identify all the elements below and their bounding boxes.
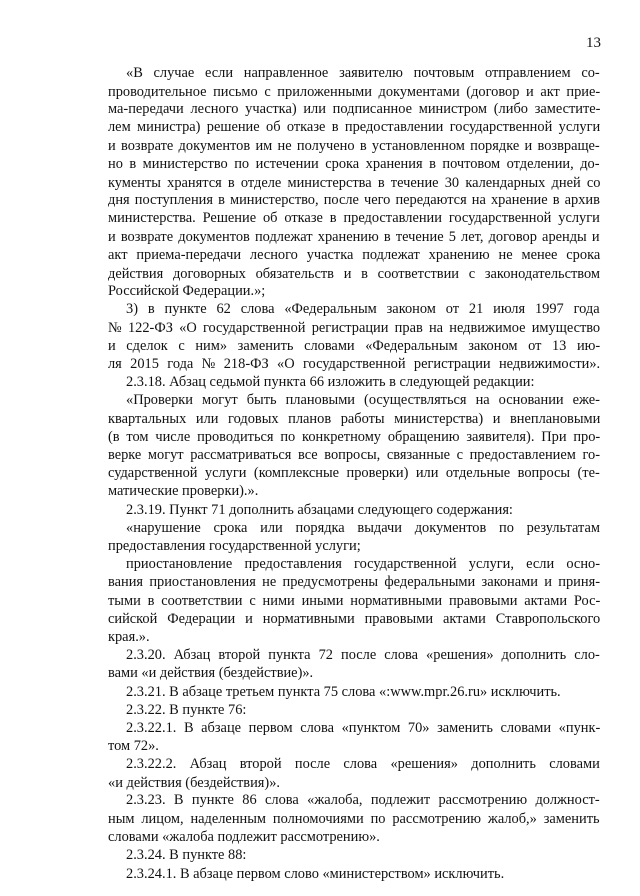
text-line: кументы хранятся в отделе министерства в течение 30 календарных дней со (108, 175, 601, 191)
text-line: 2.3.22.1. В абзаце первом слова «пунктом 70» заменить словами «пунк- (126, 720, 601, 736)
text-line: Российской Федерации.»; (108, 283, 266, 299)
text-line: квартальных или годовых планов работы министерства) и внеплановыми (108, 411, 601, 427)
text-line: ля 2015 года № 218-ФЗ «О государственной регистрации недвижимости». (108, 356, 601, 372)
text-line: том 72». (108, 738, 159, 754)
text-line: (в том числе проводиться по конкретному обращению заявителя). При про- (108, 429, 601, 445)
text-line: 2.3.20. Абзац второй пункта 72 после слова «решения» дополнить сло- (126, 647, 600, 663)
text-line: и сделок с ним» заменить словами «Федеральным законом от 13 ию- (108, 338, 601, 354)
text-line: № 122-ФЗ «О государственной регистрации прав на недвижимое имущество (108, 320, 601, 336)
text-line: 2.3.19. Пункт 71 дополнить абзацами следующего содержания: (126, 502, 513, 518)
text-line: но в министерство по истечении срока хранения в почтовом отделении, до- (108, 156, 600, 172)
text-line: дня поступления в министерство, после чего передаются на хранение в архив (108, 192, 600, 208)
text-line: тыми в соответствии с ними иными нормативными правовыми актами Рос- (108, 593, 601, 609)
text-line: словами «жалоба подлежит рассмотрению». (108, 829, 380, 845)
text-line: «В случае если направленное заявителю почтовым отправлением со- (126, 65, 600, 81)
text-line: 2.3.21. В абзаце третьем пункта 75 слова «:www.mpr.26.ru» исключить. (126, 684, 561, 700)
text-line: предоставления государственной услуги; (108, 538, 361, 554)
text-line: 2.3.22. В пункте 76: (126, 702, 247, 718)
text-line: вами «и действия (бездействие)». (108, 665, 314, 681)
text-line: 2.3.24. В пункте 88: (126, 847, 247, 863)
text-line: матические проверки).». (108, 483, 259, 499)
text-line: ма-передачи лесного участка) или подписанное министром (либо заместите- (108, 101, 601, 117)
text-line: 3) в пункте 62 слова «Федеральным законом от 21 июля 1997 года (126, 301, 600, 317)
text-line: сийской Федерации и нормативными правовыми актами Ставропольского (108, 611, 601, 627)
text-line: верке могут рассматриваться все вопросы, связанные с предоставлением го- (108, 447, 600, 463)
text-line: и возврате документов им не получено в установленном порядке и возвраще- (108, 138, 600, 154)
text-line: лем министра) решение об отказе в предоставлении государственной услуги (108, 119, 601, 135)
text-line: 2.3.24.1. В абзаце первом слово «министерством» исключить. (126, 866, 505, 882)
text-line: 2.3.22.2. Абзац второй после слова «решения» дополнить словами (126, 756, 600, 772)
text-line: проводительное письмо с приложенными документами (договор и акт прие- (108, 84, 601, 100)
text-line: края.». (108, 629, 150, 645)
text-line: действия договорных обязательств и в соответствии с законодательством (108, 266, 601, 282)
text-line: «нарушение срока или порядка выдачи документов по результатам (126, 520, 601, 536)
text-line: «и действия (бездействия)». (108, 775, 280, 791)
text-line: приостановление предоставления государственной услуги, если осно- (126, 556, 601, 572)
text-line: ным лицом, наделенным полномочиями по рассмотрению жалоб,» заменить (108, 811, 600, 827)
text-line: министерства. Решение об отказе в предоставлении государственной услуги (108, 210, 600, 226)
text-line: «Проверки могут быть плановыми (осуществляться на основании еже- (126, 392, 600, 408)
page-number: 13 (586, 35, 601, 51)
text-line: акт приема-передачи лесного участка подлежат хранению не менее срока (108, 247, 601, 263)
text-line: 2.3.23. В пункте 86 слова «жалоба, подлежит рассмотрению должност- (126, 792, 600, 808)
text-line: сударственной услуги (комплексные проверки) или отдельные вопросы (те- (108, 465, 600, 481)
text-line: и возврате документов подлежат хранению в течение 5 лет, договор аренды и (108, 229, 600, 245)
text-line: 2.3.18. Абзац седьмой пункта 66 изложить в следующей редакции: (126, 374, 535, 390)
text-line: вания приостановления не предусмотрены федеральными законами и приня- (108, 574, 600, 590)
